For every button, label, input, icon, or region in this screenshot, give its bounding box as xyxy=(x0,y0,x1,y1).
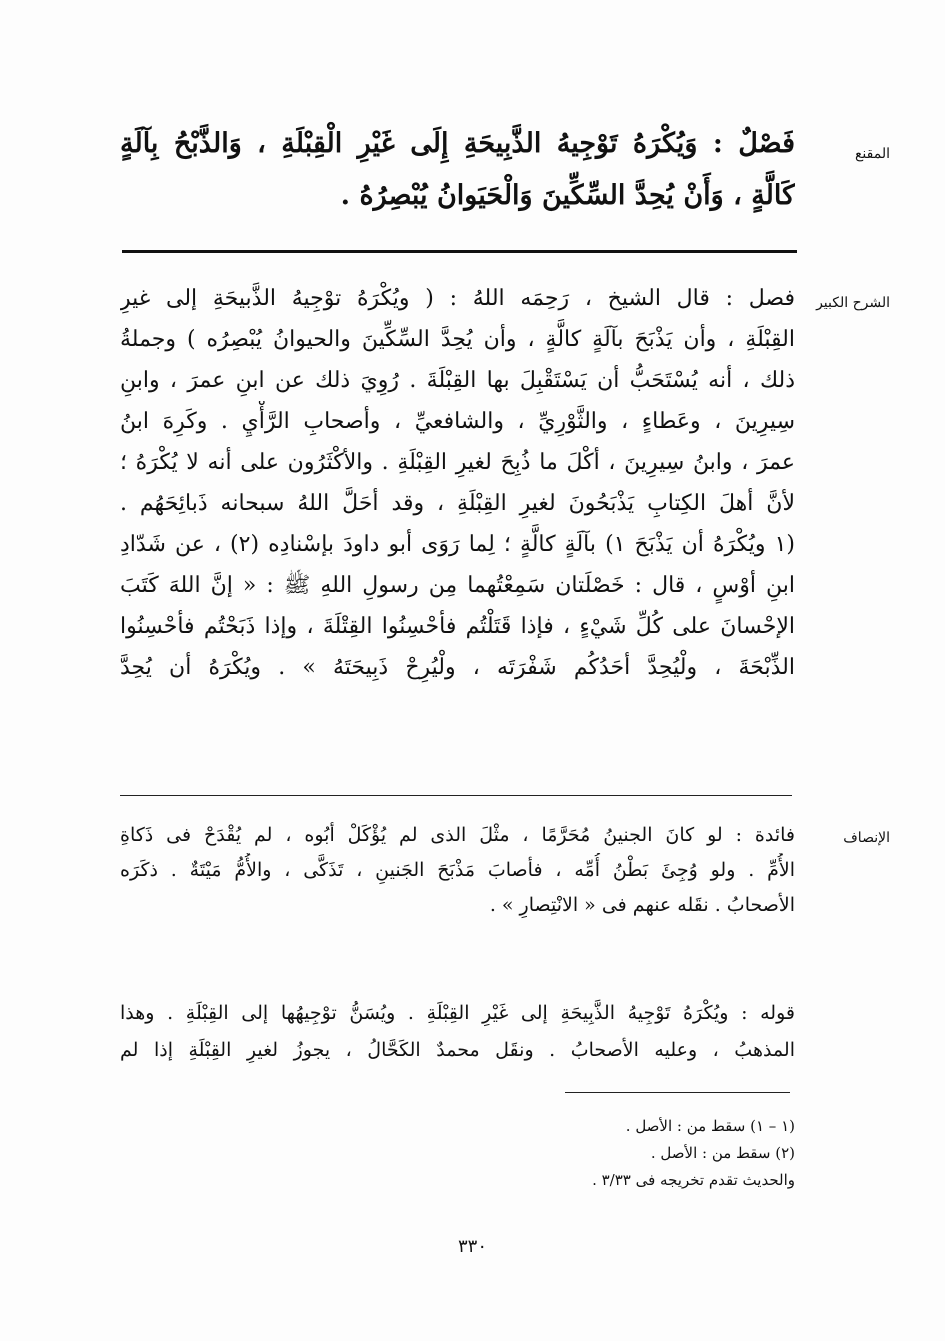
label-muqni: المقنع xyxy=(854,146,890,162)
sharh-line: الإحْسانَ على كُلِّ شَيْءٍ ، فإذا قَتَلْتُم فأحْسِنُوا القِتْلَةَ ، وإذا ذَبَحْتُم فأحْسِنُوا xyxy=(120,614,795,639)
divider-muqni xyxy=(122,250,797,253)
footnote-1: (١ – ١) سقط من : الأصل . xyxy=(625,1117,795,1135)
sharh-line: القِبْلَةِ ، وأن يَذْبَحَ بآلَةٍ كالَّةٍ ، وأن يُحِدَّ السِّكِّينَ والحيوانُ يُبْصِرُه ) وجملةُ xyxy=(120,327,795,352)
footnotes xyxy=(495,1113,795,1194)
muqni-line-2: كَالَّةٍ ، وَأَنْ يُحِدَّ السِّكِّينَ وَالْحَيَوانُ يُبْصِرُهُ . xyxy=(340,180,795,211)
sharh-line: ذلك ، أنه يُسْتَحَبُّ أن يَسْتَقْبِلَ بها القِبْلَةَ . رُوِيَ ذلك عن ابنِ عمرَ ، وابنِ xyxy=(120,368,795,393)
qawl-line: قوله : ويُكْرَهُ تَوْجِيهُ الذَّبِيحَةِ إلى غَيْرِ القِبْلَةِ . ويُسَنُّ توْجِيهُها إلى القِبْلَةِ . وهذا xyxy=(120,1002,795,1024)
sharh-line: سِيرِينَ ، وعَطاءٍ ، والثَّوْرِيِّ ، والشافعيِّ ، وأصحابِ الرَّأْيِ . وكَرِهَ ابنُ xyxy=(120,409,795,434)
sharh-line: الذِّبْحَةَ ، ولْيُحِدَّ أحَدُكُم شَفْرَتَه ، ولْيُرِحْ ذَبِيحَتَهُ » . ويُكْرَهُ أن يُحِدَّ xyxy=(120,655,795,680)
muqni-text xyxy=(120,118,795,222)
footnote-3: والحديث تقدم تخريجه فى ٣/٣٣ . xyxy=(592,1171,795,1189)
insaf-line: فائدة : لو كانَ الجنينُ مُحَرَّمًا ، مثْلَ الذى لم يُؤْكَلْ أبُوه ، لم يُقْدَحْ فى ذَكاةِ xyxy=(120,824,795,846)
insaf-text xyxy=(120,818,795,923)
divider-sharh xyxy=(120,795,792,796)
insaf-line: الأُمِّ . ولو وُجِئَ بَطْنُ أُمِّه ، فأصابَ مَذْبَحَ الجَنينِ ، تَذَكَّى ، والأُمُّ مَيْتَةٌ . ذكَرَه xyxy=(120,859,795,881)
insaf-line: الأصحابُ . نقَله عنهم فى « الانْتِصارِ » . xyxy=(489,894,795,916)
footnote-2: (٢) سقط من : الأصل . xyxy=(650,1144,795,1162)
sharh-line: ابنِ أوْسٍ ، قال : خَصْلَتان سَمِعْتُهما مِن رسولِ اللهِ ﷺ : « إنَّ اللهَ كَتَبَ xyxy=(120,573,795,598)
sharh-line: (١ ويُكْرَهُ أن يَذْبَحَ ١) بآلَةٍ كالَّةٍ ؛ لِما رَوَى أبو داودَ بإسْنادِه (٢) ، عن شَدّادِ xyxy=(120,532,795,557)
label-sharh: الشرح الكبير xyxy=(816,295,890,311)
footnote-divider xyxy=(565,1092,790,1093)
qawl-line: المذهبُ ، وعليه الأصحابُ . ونقَل محمدٌ الكَحَّالُ ، يجوزُ لغيرِ القِبْلَةِ إذا لم xyxy=(120,1039,795,1061)
page-number: ٣٣٠ xyxy=(457,1236,487,1257)
sharh-line: عمرَ ، وابنُ سِيرِينَ ، أكْلَ ما ذُبِحَ لغيرِ القِبْلَةِ . والأكْثَرُون على أنه لا يُكْرَهُ ؛ xyxy=(120,450,795,475)
qawl-text xyxy=(120,995,795,1069)
label-insaf: الإنصاف xyxy=(843,830,890,846)
sharh-line: لأنَّ أهلَ الكِتابِ يَذْبَحُونَ لغيرِ القِبْلَةِ ، وقد أحَلَّ اللهُ سبحانه ذَبائِحَهُم . xyxy=(120,491,795,516)
sharh-line: فصل : قال الشيخ ، رَحِمَه اللهُ : ( ويُكْرَهُ توْجِيهُ الذَّبيحَةِ إلى غيرِ xyxy=(120,286,795,311)
sharh-text xyxy=(120,278,795,688)
muqni-line-1: فَصْلٌ : وَيُكْرَهُ تَوْجِيهُ الذَّبِيحَةِ إِلَى غَيْرِ الْقِبْلَةِ ، وَالذَّبْحُ بِآلَةٍ xyxy=(120,128,795,159)
